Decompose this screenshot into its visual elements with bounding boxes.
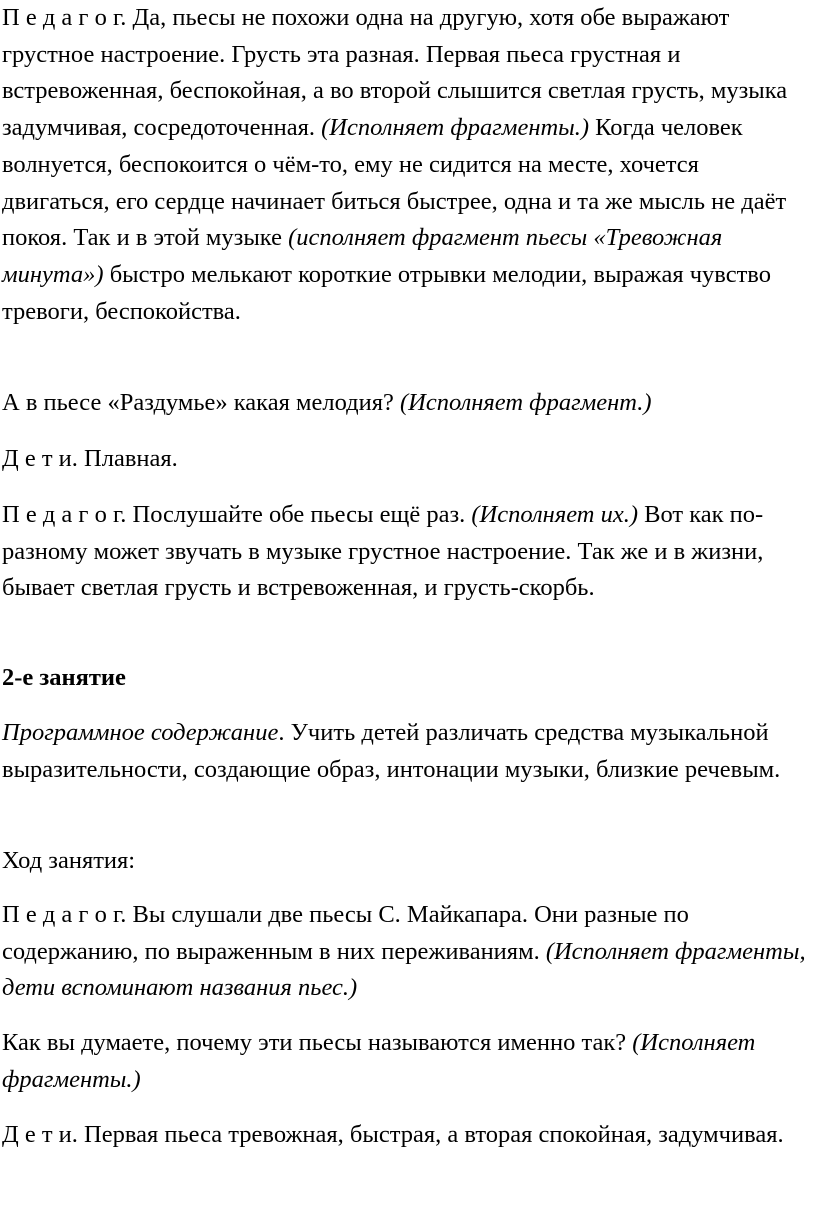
stage-direction: (исполняет фрагмент пьесы «Тревожная минута»): [2, 224, 723, 288]
paragraph-teacher-listen: [2, 497, 810, 607]
speaker-label: П е д а г о г.: [2, 4, 127, 31]
paragraph-children-answer: [2, 441, 810, 478]
paragraph-lesson-flow: Ход занятия:: [2, 847, 136, 874]
paragraph-program-content: [2, 715, 810, 788]
paragraph-text: быстро мелькают короткие отрывки мелодии, выражая чувство тревоги, беспокойства.: [2, 260, 771, 325]
paragraph-text: Плавная.: [77, 445, 178, 472]
paragraph-text: Как вы думаете, почему эти пьесы называются именно так?: [2, 1029, 633, 1056]
stage-direction: (Исполняет фрагменты, дети вспоминают названия пьес.): [2, 937, 806, 1002]
stage-direction: (Исполняет фрагменты.): [321, 114, 590, 142]
paragraph-teacher-pieces: [2, 897, 810, 1007]
stage-direction: (Исполняет фрагмент.): [399, 389, 652, 416]
speaker-label: П е д а г о г.: [2, 901, 127, 928]
paragraph-text: А в пьесе «Раздумье» какая мелодия?: [2, 389, 400, 416]
paragraph-text: Вы слушали две пьесы С. Майкапара. Они разные по содержанию, по выраженным в них переживаниям.: [2, 901, 689, 965]
paragraph-children-final: [2, 1117, 810, 1154]
paragraph-text: Первая пьеса тревожная, быстрая, а вторая спокойная, задумчивая.: [77, 1121, 784, 1148]
paragraph-why-question: [2, 1025, 810, 1098]
program-label: Программное содержание: [2, 719, 279, 746]
paragraph-question: [2, 385, 810, 422]
speaker-label: Д е т и.: [2, 1121, 78, 1148]
paragraph-text: Вот как по-разному может звучать в музыке грустное настроение. Так же и в жизни, бывает светлая грусть и встревоженная, и грусть-скорбь.: [2, 501, 764, 602]
stage-direction: (Исполняет их.): [471, 501, 638, 528]
paragraph-text: Когда человек волнуется, беспокоится о чём-то, ему не сидится на месте, хочется двигаться, его сердце начинает биться быстрее, одна и та же мысль не даёт покоя. Так и в этой музыке: [2, 114, 787, 252]
paragraph-text: Да, пьесы не похожи одна на другую, хотя обе выражают грустное настроение. Грусть эта разная. Первая пьеса грустная и встревоженная, беспокойная, а во второй слышится светлая грусть, музыка задумчивая, сосредоточенная.: [2, 4, 788, 142]
paragraph-text: Послушайте обе пьесы ещё раз.: [126, 501, 472, 528]
section-heading: 2-е занятие: [2, 664, 126, 691]
paragraph-text: . Учить детей различать средства музыкальной выразительности, создающие образ, интонации музыки, близкие речевым.: [2, 719, 781, 783]
paragraph-teacher-intro: [2, 0, 810, 330]
speaker-label: П е д а г о г.: [2, 501, 127, 528]
speaker-label: Д е т и.: [2, 445, 78, 472]
stage-direction: (Исполняет фрагменты.): [2, 1029, 756, 1093]
